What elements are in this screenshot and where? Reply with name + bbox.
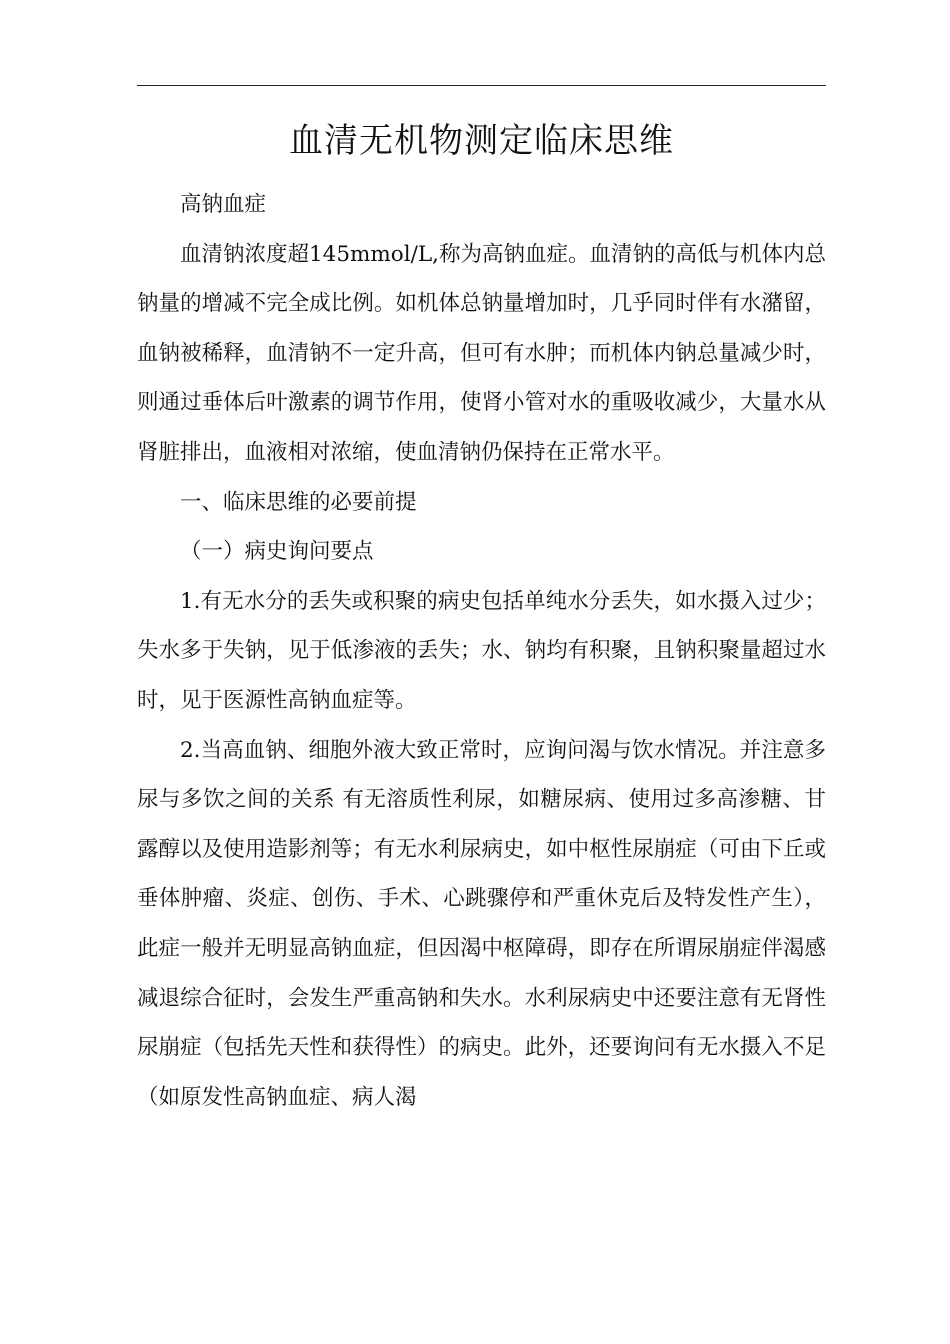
- section-heading-prerequisite: 一、临床思维的必要前提: [180, 489, 417, 515]
- subsection-heading-history: （一）病史询问要点: [180, 539, 374, 565]
- paragraph-point-1: 1.有无水分的丢失或积聚的病史包括单纯水分丢失，如水摄入过少；失水多于失钠，见于低渗液的丢失；水、钠均有积聚，且钠积聚量超过水时，见于医源性高钠血症等。: [137, 588, 826, 713]
- paragraph-point-2: 2.当高血钠、细胞外液大致正常时，应询问渴与饮水情况。并注意多尿与多饮之间的关系 有无溶质性利尿，如糖尿病、使用过多高渗糖、甘露醇以及使用造影剂等；有无水利尿病史，如中枢性尿崩症（可由下丘或垂体肿瘤、炎症、创伤、手术、心跳骤停和严重休克后及特发性产生），此症一般并无明显高钠血症，但因渴中枢障碍，即存在所谓尿崩症伴渴感减退综合征时，会发生严重高钠和失水。水利尿病史中还要注意有无肾性尿崩症（包括先天性和获得性）的病史。此外，还要询问有无水摄入不足（如原发性高钠血症、病人渴: [137, 737, 826, 1110]
- document-title: 血清无机物测定临床思维: [289, 121, 674, 161]
- header-rule: [137, 85, 826, 86]
- paragraph-definition: 血清钠浓度超145mmol/L,称为高钠血症。血清钠的高低与机体内总钠量的增减不完全成比例。如机体总钠量增加时，几乎同时伴有水潴留，血钠被稀释，血清钠不一定升高，但可有水肿；而机体内钠总量减少时，则通过垂体后叶激素的调节作用，使肾小管对水的重吸收减少，大量水从肾脏排出，血液相对浓缩，使血清钠仍保持在正常水平。: [137, 241, 826, 465]
- document-body: [137, 180, 826, 1122]
- section-heading-hypernatremia: 高钠血症: [180, 192, 267, 217]
